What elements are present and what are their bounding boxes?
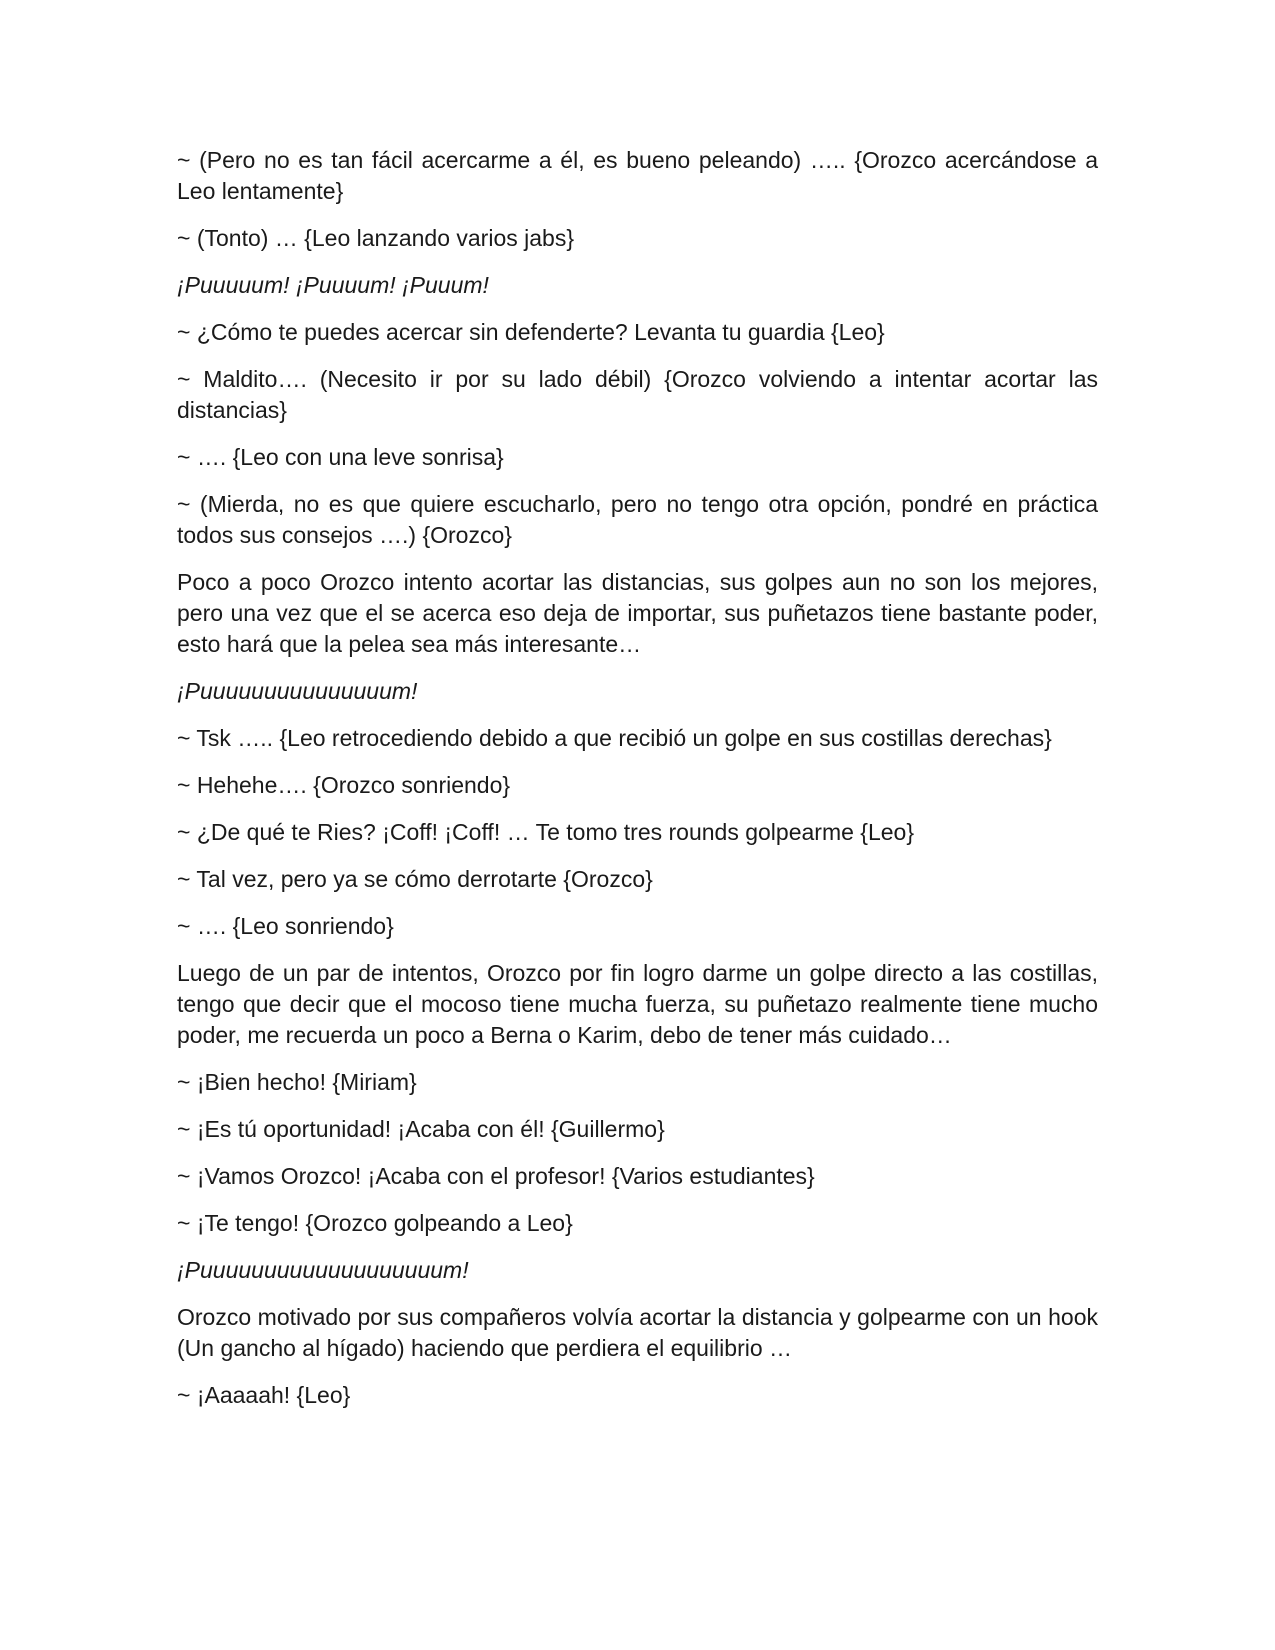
text-paragraph: ~ ¡Aaaaah! {Leo} bbox=[177, 1382, 351, 1408]
text-paragraph: ~ ¿Cómo te puedes acercar sin defenderte? Levanta tu guardia {Leo} bbox=[177, 319, 885, 345]
sound-effect-line: ¡Puuuuum! ¡Puuuum! ¡Puuum! bbox=[177, 272, 489, 298]
text-paragraph: ~ Tsk ….. {Leo retrocediendo debido a que recibió un golpe en sus costillas derechas} bbox=[177, 725, 1052, 751]
text-paragraph: ~ (Tonto) … {Leo lanzando varios jabs} bbox=[177, 225, 574, 251]
text-paragraph: Poco a poco Orozco intento acortar las distancias, sus golpes aun no son los mejores, pero una vez que el se acerca eso deja de importar, sus puñetazos tiene bastante poder, esto hará que la pelea sea más interesante… bbox=[177, 569, 1098, 657]
text-paragraph: ~ ¡Vamos Orozco! ¡Acaba con el profesor! {Varios estudiantes} bbox=[177, 1163, 815, 1189]
text-paragraph: ~ ¿De qué te Ries? ¡Coff! ¡Coff! … Te tomo tres rounds golpearme {Leo} bbox=[177, 819, 915, 845]
text-paragraph: ~ …. {Leo con una leve sonrisa} bbox=[177, 444, 504, 470]
text-paragraph: ~ (Mierda, no es que quiere escucharlo, pero no tengo otra opción, pondré en práctica todos sus consejos ….) {Orozco} bbox=[177, 491, 1098, 548]
sound-effect-line: ¡Puuuuuuuuuuuuuuum! bbox=[177, 678, 418, 704]
text-paragraph: ~ Tal vez, pero ya se cómo derrotarte {Orozco} bbox=[177, 866, 653, 892]
text-paragraph: ~ …. {Leo sonriendo} bbox=[177, 913, 394, 939]
text-paragraph: ~ Hehehe…. {Orozco sonriendo} bbox=[177, 772, 511, 798]
text-paragraph: Orozco motivado por sus compañeros volvía acortar la distancia y golpearme con un hook (Un gancho al hígado) haciendo que perdiera el equilibrio … bbox=[177, 1304, 1098, 1361]
text-paragraph: ~ ¡Te tengo! {Orozco golpeando a Leo} bbox=[177, 1210, 573, 1236]
document-page bbox=[177, 145, 1098, 1427]
text-paragraph: Luego de un par de intentos, Orozco por fin logro darme un golpe directo a las costillas, tengo que decir que el mocoso tiene mucha fuerza, su puñetazo realmente tiene mucho poder, me recuerda un poco a Berna o Karim, debo de tener más cuidado… bbox=[177, 960, 1098, 1048]
text-paragraph: ~ Maldito…. (Necesito ir por su lado débil) {Orozco volviendo a intentar acortar las distancias} bbox=[177, 366, 1098, 423]
sound-effect-line: ¡Puuuuuuuuuuuuuuuuuuum! bbox=[177, 1257, 469, 1283]
text-paragraph: ~ ¡Es tú oportunidad! ¡Acaba con él! {Guillermo} bbox=[177, 1116, 665, 1142]
text-paragraph: ~ ¡Bien hecho! {Miriam} bbox=[177, 1069, 417, 1095]
text-paragraph: ~ (Pero no es tan fácil acercarme a él, es bueno peleando) ….. {Orozco acercándose a Leo lentamente} bbox=[177, 147, 1098, 204]
